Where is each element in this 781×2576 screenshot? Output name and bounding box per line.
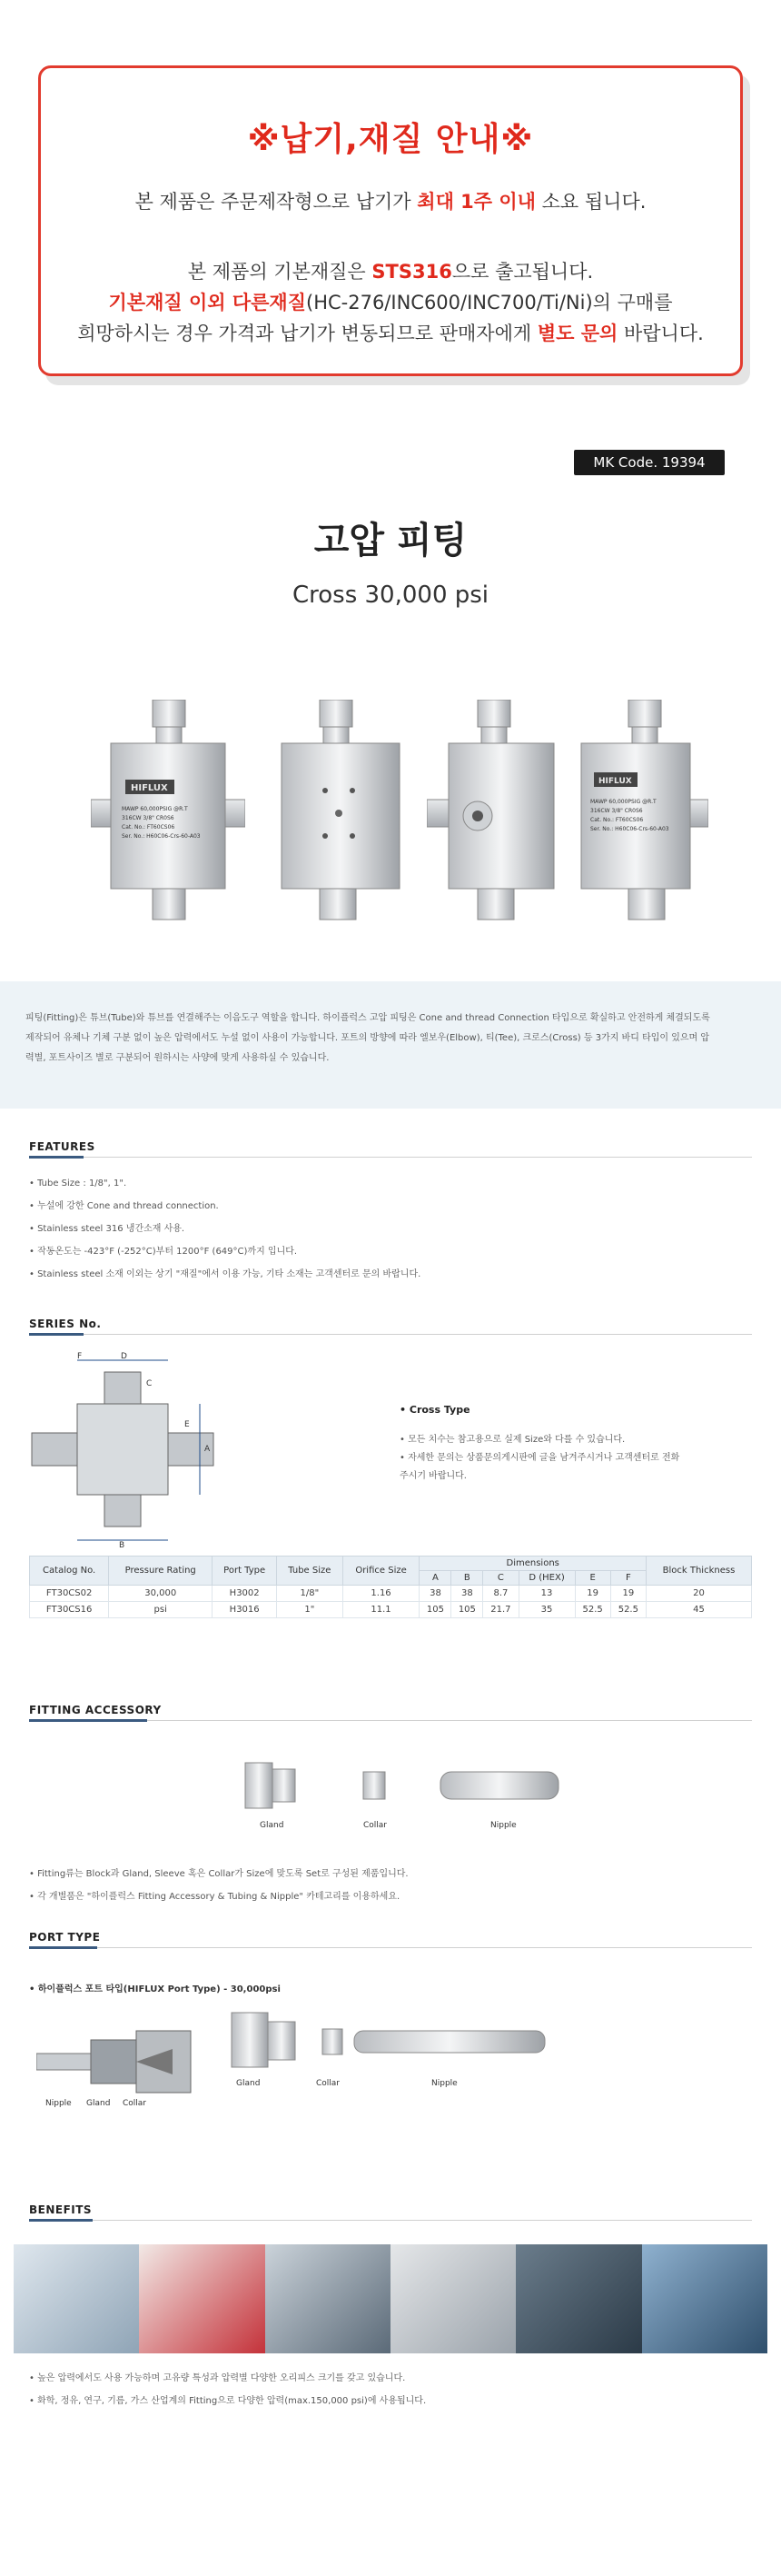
- notice-title: ※납기,재질 안내※: [247, 121, 534, 158]
- th-block: Block Thickness: [646, 1557, 751, 1586]
- intro-description: [0, 981, 781, 1109]
- cross-note: 주시기 바랍니다.: [400, 1471, 467, 1481]
- cell-port: H3002: [213, 1586, 277, 1602]
- series-rule: [29, 1334, 752, 1335]
- notice-box: [38, 65, 743, 376]
- photo-mawp-label: MAWP 60,000PSIG @R.T: [122, 806, 188, 812]
- notice-line4-highlight: 별도 문의: [537, 323, 618, 344]
- notice-line4-c: 바랍니다.: [618, 323, 704, 344]
- benefits-list: [29, 2367, 426, 2412]
- collage-image-pipes: [390, 2244, 516, 2353]
- th-pressure: Pressure Rating: [109, 1557, 213, 1586]
- drawing-label-a: A: [204, 1445, 211, 1454]
- cross-type-title: • Cross Type: [400, 1404, 470, 1416]
- accessory-label-nipple: Nipple: [490, 1821, 517, 1830]
- accessory-note: • 각 개별품은 "하이플럭스 Fitting Accessory & Tubing & Nipple" 카테고리를 이용하세요.: [29, 1885, 409, 1908]
- th-tube: Tube Size: [277, 1557, 342, 1586]
- cell-tube: 1": [277, 1602, 342, 1618]
- cell-orifice: 1.16: [342, 1586, 420, 1602]
- cell-port: H3016: [213, 1602, 277, 1618]
- product-photo-angle: [427, 700, 563, 936]
- th-a: A: [420, 1571, 451, 1586]
- th-e: E: [575, 1571, 610, 1586]
- intro-line-3: 력별, 포트사이즈 별로 구분되어 원하시는 사양에 맞게 사용하실 수 있습니다.: [25, 1053, 330, 1063]
- features-title: FEATURES: [29, 1140, 95, 1153]
- notice-section: [0, 0, 781, 391]
- drawing-label-d: D: [121, 1352, 127, 1361]
- th-catalog: Catalog No.: [30, 1557, 109, 1586]
- benefits-rule: [29, 2220, 752, 2221]
- photo-part-label: Cat. No.: FT60CS06: [122, 824, 175, 830]
- features-rule-accent: [29, 1156, 84, 1159]
- series-rule-accent: [29, 1333, 84, 1336]
- product-photos: [91, 700, 708, 936]
- cell-c: 8.7: [483, 1586, 519, 1602]
- accessory-title: FITTING ACCESSORY: [29, 1704, 162, 1716]
- feature-item: • Stainless steel 소재 이외는 상기 "재질"에서 이용 가능, 기타 소재는 고객센터로 문의 바랍니다.: [29, 1263, 420, 1286]
- photo-serial-label: Ser. No.: H60C06-Crs-60-A03: [122, 833, 201, 840]
- accessory-notes: [29, 1863, 409, 1908]
- port-components: [227, 1994, 554, 2099]
- notice-line1-c: 소요 됩니다.: [535, 191, 647, 213]
- port-title: PORT TYPE: [29, 1931, 101, 1944]
- cell-e: 52.5: [575, 1602, 610, 1618]
- benefit-item: • 높은 압력에서도 사용 가능하며 고유량 특성과 압력별 다양한 오리피스 크기를 갖고 있습니다.: [29, 2367, 426, 2390]
- notice-line3-b: (HC-276/INC600/INC700/Ti/Ni)의 구매를: [306, 292, 673, 313]
- collage-image-instrument: [265, 2244, 390, 2353]
- notice-line1-highlight: 최대 1주 이내: [417, 191, 536, 213]
- drawing-label-e: E: [184, 1420, 190, 1429]
- cell-block: 45: [646, 1602, 751, 1618]
- cross-note: • 자세한 문의는 상품문의게시판에 글을 남겨주시거나 고객센터로 전화: [400, 1453, 680, 1463]
- port-label-collar: Collar: [316, 2079, 341, 2088]
- drawing-label-f: F: [77, 1352, 83, 1361]
- photo-back-mawp-label: MAWP 60,000PSIG @R.T: [590, 799, 657, 805]
- photo-brand-label: HIFLUX: [131, 783, 168, 793]
- th-port: Port Type: [213, 1557, 277, 1586]
- photo-material-label: 316CW 3/8" CR0S6: [122, 815, 174, 821]
- th-c: C: [483, 1571, 519, 1586]
- th-d: D (HEX): [519, 1571, 575, 1586]
- cell-d: 35: [519, 1602, 575, 1618]
- product-subtitle: Cross 30,000 psi: [292, 582, 489, 609]
- cell-a: 38: [420, 1586, 451, 1602]
- port-cutaway-diagram: [36, 2013, 200, 2113]
- cell-b: 105: [451, 1602, 483, 1618]
- photo-back-serial-label: Ser. No.: H60C06-Crs-60-A03: [590, 826, 669, 832]
- accessory-note: • Fitting류는 Block과 Gland, Sleeve 혹은 Collar가 Size에 맞도록 Set로 구성된 제품입니다.: [29, 1863, 409, 1885]
- th-orifice: Orifice Size: [342, 1557, 420, 1586]
- port-diagram-collar: Collar: [123, 2099, 147, 2108]
- cross-note: • 모든 치수는 참고용으로 실제 Size와 다를 수 있습니다.: [400, 1435, 626, 1445]
- notice-line2-highlight: STS316: [371, 261, 452, 283]
- port-rule-accent: [29, 1946, 97, 1949]
- cross-type-notes: [400, 1431, 679, 1486]
- drawing-label-c: C: [146, 1379, 153, 1388]
- collage-image-lab: [14, 2244, 139, 2353]
- cell-d: 13: [519, 1586, 575, 1602]
- cell-b: 38: [451, 1586, 483, 1602]
- accessory-label-gland: Gland: [260, 1821, 284, 1830]
- intro-line-2: 제작되어 유체나 기체 구분 없이 높은 압력에서도 누설 없이 사용이 가능합니다. 포트의 방향에 따라 엘보우(Elbow), 티(Tee), 크로스(Cross) 등 3가지 바디 타입이 있으며 압: [25, 1033, 710, 1043]
- port-label-gland: Gland: [236, 2079, 261, 2088]
- port-label-nipple: Nipple: [431, 2079, 458, 2088]
- notice-line3-highlight: 기본재질 이외 다른재질: [108, 292, 306, 313]
- feature-item: • 작동온도는 -423°F (-252°C)부터 1200°F (649°C)까지 입니다.: [29, 1240, 420, 1263]
- collage-image-refinery: [516, 2244, 641, 2353]
- port-rule: [29, 1947, 752, 1948]
- cell-tube: 1/8": [277, 1586, 342, 1602]
- accessory-illustration: [236, 1740, 581, 1831]
- th-b: B: [451, 1571, 483, 1586]
- cross-type-label: Cross Type: [409, 1404, 470, 1416]
- cell-catalog: FT30CS16: [30, 1602, 109, 1618]
- notice-material-paragraph: [41, 256, 740, 349]
- benefits-rule-accent: [29, 2219, 93, 2222]
- intro-line-1: 피팅(Fitting)은 튜브(Tube)와 튜브를 연결해주는 이음도구 역할을 합니다. 하이플럭스 고압 피팅은 Cone and thread Connection 타입으로 확실하고 안전하게 체결되도록: [25, 1013, 710, 1023]
- feature-item: • Tube Size : 1/8", 1".: [29, 1172, 420, 1195]
- notice-delivery-line: [41, 187, 740, 214]
- accessory-rule-accent: [29, 1719, 147, 1722]
- feature-item: • 누설에 강한 Cone and thread connection.: [29, 1195, 420, 1218]
- product-photo-front: [91, 700, 245, 936]
- port-diagram-gland: Gland: [86, 2099, 111, 2108]
- accessory-label-collar: Collar: [363, 1821, 388, 1830]
- notice-line2-a: 본 제품의 기본재질은: [187, 261, 372, 283]
- cell-e: 19: [575, 1586, 610, 1602]
- spec-table: [29, 1556, 752, 1618]
- cell-pressure-unit: psi: [109, 1602, 213, 1618]
- features-rule: [29, 1157, 752, 1158]
- cell-f: 52.5: [610, 1602, 646, 1618]
- product-photo-back: [572, 700, 708, 936]
- cell-orifice: 11.1: [342, 1602, 420, 1618]
- cell-catalog: FT30CS02: [30, 1586, 109, 1602]
- benefits-title: BENEFITS: [29, 2203, 93, 2216]
- photo-back-brand-label: HIFLUX: [598, 777, 632, 786]
- collage-image-offshore: [642, 2244, 767, 2353]
- benefits-collage: [14, 2244, 767, 2353]
- table-row: [30, 1586, 752, 1602]
- notice-line2-c: 으로 출고됩니다.: [451, 261, 594, 283]
- drawing-label-b: B: [119, 1541, 125, 1549]
- cell-f: 19: [610, 1586, 646, 1602]
- feature-item: • Stainless steel 316 냉간소재 사용.: [29, 1218, 420, 1240]
- features-list: [29, 1172, 420, 1286]
- collage-image-flask: [139, 2244, 264, 2353]
- cross-dimension-drawing: [14, 1349, 222, 1549]
- cell-a: 105: [420, 1602, 451, 1618]
- cell-c: 21.7: [483, 1602, 519, 1618]
- product-photo-side: [272, 700, 409, 936]
- th-f: F: [610, 1571, 646, 1586]
- notice-line4-a: 희망하시는 경우 가격과 납기가 변동되므로 판매자에게: [77, 323, 538, 344]
- table-row: [30, 1602, 752, 1618]
- cell-pressure: 30,000: [109, 1586, 213, 1602]
- th-dimensions: Dimensions: [420, 1557, 646, 1571]
- mk-code-badge: MK Code. 19394: [574, 450, 725, 475]
- photo-back-part-label: Cat. No.: FT60CS06: [590, 817, 644, 823]
- port-subtitle-text: 하이플럭스 포트 타입(HIFLUX Port Type) - 30,000psi: [37, 1984, 281, 1994]
- series-title: SERIES No.: [29, 1318, 102, 1330]
- port-subtitle: • 하이플럭스 포트 타입(HIFLUX Port Type) - 30,000psi: [29, 1984, 281, 1994]
- port-diagram-nipple: Nipple: [45, 2099, 72, 2108]
- benefit-item: • 화학, 정유, 연구, 기름, 가스 산업계의 Fitting으로 다양한 압력(max.150,000 psi)에 사용됩니다.: [29, 2390, 426, 2412]
- notice-line1-a: 본 제품은 주문제작형으로 납기가: [134, 191, 418, 213]
- cell-block: 20: [646, 1586, 751, 1602]
- product-title: 고압 피팅: [313, 520, 468, 562]
- photo-back-material-label: 316CW 3/8" CR0S6: [590, 808, 643, 814]
